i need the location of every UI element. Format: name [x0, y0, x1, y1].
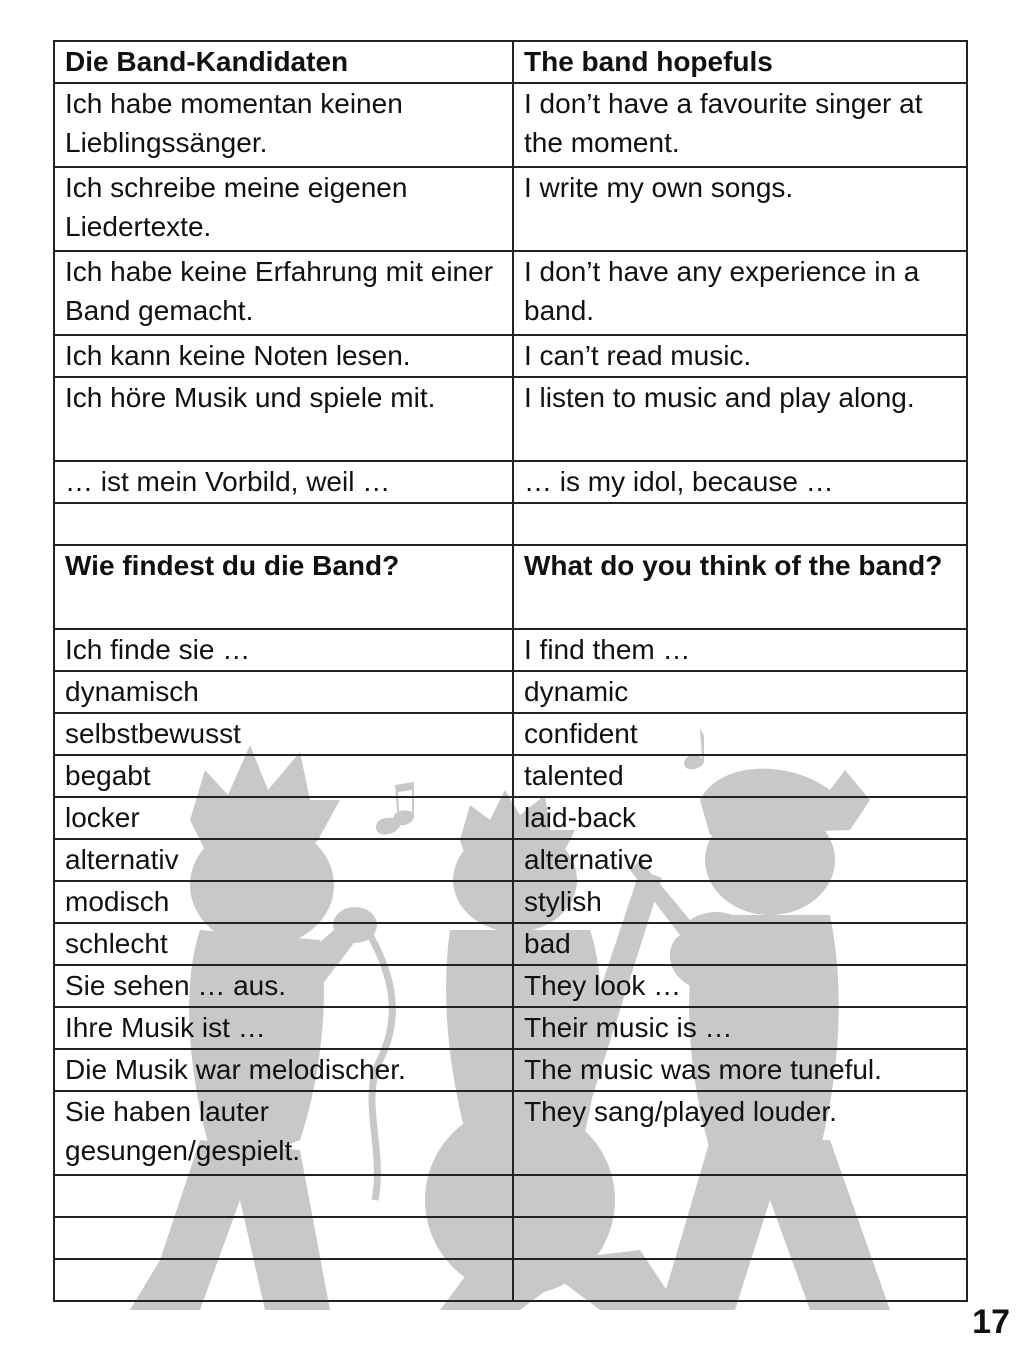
english-phrase-cell: I listen to music and play along. — [513, 377, 967, 461]
table-row — [54, 713, 967, 755]
table-row — [54, 797, 967, 839]
vocabulary-table — [53, 40, 968, 1302]
page-number: 17 — [972, 1303, 1010, 1341]
table-row — [54, 503, 967, 545]
german-phrase-cell: Ich schreibe meine eigenen Liedertexte. — [54, 167, 513, 251]
german-phrase-cell: Ihre Musik ist … — [54, 1007, 513, 1049]
german-phrase-cell: Ich höre Musik und spiele mit. — [54, 377, 513, 461]
table-row — [54, 41, 967, 83]
english-phrase-cell: I write my own songs. — [513, 167, 967, 251]
english-phrase-cell — [513, 1217, 967, 1259]
table-row — [54, 629, 967, 671]
table-row — [54, 839, 967, 881]
table-row — [54, 671, 967, 713]
german-phrase-cell: … ist mein Vorbild, weil … — [54, 461, 513, 503]
table-row — [54, 965, 967, 1007]
table-row — [54, 461, 967, 503]
table-row — [54, 377, 967, 461]
english-phrase-cell: alternative — [513, 839, 967, 881]
german-phrase-cell: locker — [54, 797, 513, 839]
table-row — [54, 1175, 967, 1217]
table-row — [54, 881, 967, 923]
english-phrase-cell: stylish — [513, 881, 967, 923]
english-phrase-cell: They look … — [513, 965, 967, 1007]
english-phrase-cell: laid-back — [513, 797, 967, 839]
english-phrase-cell: dynamic — [513, 671, 967, 713]
table-row — [54, 755, 967, 797]
german-phrase-cell: selbstbewusst — [54, 713, 513, 755]
english-phrase-cell: I can’t read music. — [513, 335, 967, 377]
english-phrase-cell — [513, 503, 967, 545]
table-row — [54, 923, 967, 965]
table-row — [54, 1259, 967, 1301]
english-phrase-cell: bad — [513, 923, 967, 965]
german-phrase-cell: schlecht — [54, 923, 513, 965]
english-phrase-cell — [513, 1259, 967, 1301]
english-phrase-cell: Their music is … — [513, 1007, 967, 1049]
table-row — [54, 1091, 967, 1175]
english-phrase-cell: What do you think of the band? — [513, 545, 967, 629]
german-phrase-cell: Sie haben lauter gesungen/gespielt. — [54, 1091, 513, 1175]
german-phrase-cell — [54, 1217, 513, 1259]
table-row — [54, 1217, 967, 1259]
english-phrase-cell: I don’t have a favourite singer at the moment. — [513, 83, 967, 167]
german-phrase-cell: Die Musik war melodischer. — [54, 1049, 513, 1091]
english-phrase-cell: They sang/played louder. — [513, 1091, 967, 1175]
english-phrase-cell: The band hopefuls — [513, 41, 967, 83]
table-row — [54, 1007, 967, 1049]
german-phrase-cell: alternativ — [54, 839, 513, 881]
english-phrase-cell — [513, 1175, 967, 1217]
german-phrase-cell — [54, 503, 513, 545]
vocabulary-table-body — [54, 41, 967, 1301]
german-phrase-cell: Ich habe keine Erfahrung mit einer Band gemacht. — [54, 251, 513, 335]
german-phrase-cell — [54, 1259, 513, 1301]
german-phrase-cell: Ich kann keine Noten lesen. — [54, 335, 513, 377]
table-row — [54, 335, 967, 377]
german-phrase-cell: Ich habe momentan keinen Lieblingssänger. — [54, 83, 513, 167]
german-phrase-cell: begabt — [54, 755, 513, 797]
table-row — [54, 1049, 967, 1091]
english-phrase-cell: confident — [513, 713, 967, 755]
english-phrase-cell: talented — [513, 755, 967, 797]
german-phrase-cell: Sie sehen … aus. — [54, 965, 513, 1007]
table-row — [54, 251, 967, 335]
table-row — [54, 83, 967, 167]
table-row — [54, 167, 967, 251]
english-phrase-cell: I find them … — [513, 629, 967, 671]
german-phrase-cell: Ich finde sie … — [54, 629, 513, 671]
german-phrase-cell: Die Band-Kandidaten — [54, 41, 513, 83]
german-phrase-cell: modisch — [54, 881, 513, 923]
german-phrase-cell: Wie findest du die Band? — [54, 545, 513, 629]
table-row — [54, 545, 967, 629]
german-phrase-cell — [54, 1175, 513, 1217]
english-phrase-cell: The music was more tuneful. — [513, 1049, 967, 1091]
english-phrase-cell: I don’t have any experience in a band. — [513, 251, 967, 335]
german-phrase-cell: dynamisch — [54, 671, 513, 713]
english-phrase-cell: … is my idol, because … — [513, 461, 967, 503]
